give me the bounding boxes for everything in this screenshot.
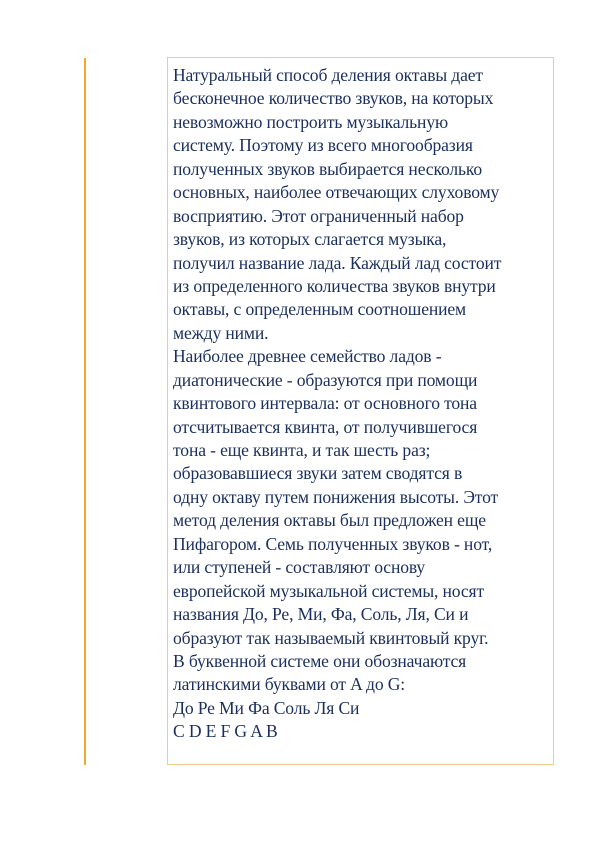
text-line: или ступеней - составляют основу: [173, 557, 426, 578]
text-line: Наиболее древнее семейство ладов -: [173, 346, 442, 367]
text-line: получил название лада. Каждый лад состоит: [173, 252, 502, 273]
text-line: C D E F G A B: [173, 721, 278, 742]
text-line: названия До, Ре, Ми, Фа, Соль, Ля, Си и: [173, 604, 469, 625]
text-line: звуков, из которых слагается музыка,: [173, 229, 447, 250]
text-line: До Ре Ми Фа Соль Ля Си: [173, 697, 360, 718]
text-line: образовавшиеся звуки затем сводятся в: [173, 463, 463, 484]
text-line: восприятию. Этот ограниченный набор: [173, 205, 464, 226]
text-frame: [167, 57, 554, 765]
text-line: Натуральный способ деления октавы дает: [173, 65, 483, 85]
text-line: октавы, с определенным соотношением: [173, 299, 467, 320]
text-line: диатонические - образуются при помощи: [173, 369, 478, 390]
margin-line: [84, 58, 86, 765]
text-line: между ними.: [173, 322, 269, 343]
text-line: из определенного количества звуков внутри: [173, 275, 496, 296]
text-line: невозможно построить музыкальную: [173, 111, 448, 132]
text-line: одну октаву путем понижения высоты. Этот: [173, 486, 499, 507]
text-line: тона - еще квинта, и так шесть раз;: [173, 440, 431, 460]
text-line: систему. Поэтому из всего многообразия: [173, 135, 473, 156]
text-line: В буквенной системе они обозначаются: [173, 650, 467, 671]
text-line: полученных звуков выбирается несколько: [173, 158, 483, 179]
text-line: квинтового интервала: от основного тона: [173, 393, 477, 414]
text-line: основных, наиболее отвечающих слуховому: [173, 182, 500, 203]
text-line: метод деления октавы был предложен еще: [173, 510, 486, 531]
text-line: бесконечное количество звуков, на которых: [173, 88, 494, 109]
text-line: латинскими буквами от A до G:: [173, 674, 406, 695]
text-line: европейской музыкальной системы, носят: [173, 580, 485, 601]
document-body: [173, 64, 553, 744]
text-line: отсчитывается квинта, от получившегося: [173, 416, 478, 437]
text-line: Пифагором. Семь полученных звуков - нот,: [173, 533, 493, 554]
text-line: образуют так называемый квинтовый круг.: [173, 627, 489, 648]
